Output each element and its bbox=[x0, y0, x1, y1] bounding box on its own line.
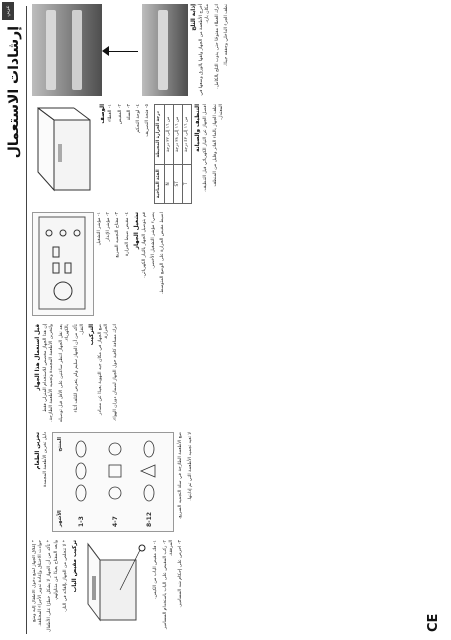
col2-heading: تخزين الطعام bbox=[35, 432, 41, 470]
col3-heading2: التركيب bbox=[89, 324, 96, 346]
title-divider bbox=[26, 6, 27, 634]
column-disposal bbox=[32, 540, 422, 632]
col4-para-1: قم بتوصيل الجهاز بالتيار الكهربائي. bbox=[142, 212, 148, 278]
col5-part-3: ٣- السلة bbox=[126, 104, 132, 121]
control-panel-illustration bbox=[33, 213, 91, 313]
table-header-class: الفئة المناخية bbox=[155, 164, 164, 203]
col5-heading2: التنظيف والصيانة bbox=[195, 104, 202, 152]
col5-para-1: افصل الجهاز عن التيار الكهربائي قبل التنظيف. bbox=[203, 104, 209, 192]
table-row bbox=[183, 105, 192, 204]
photo-shelf bbox=[72, 10, 82, 90]
food-months-chart bbox=[52, 432, 174, 532]
months-1-3: 1-3 bbox=[78, 516, 86, 527]
product-header: المنتج bbox=[57, 437, 64, 452]
col6-para-1: أخرج الأطعمة من الجهاز ولفها بالورق وضعها في مكان بارد. bbox=[199, 4, 211, 96]
col3-para-2: بعد نقل الجهاز انتظر ساعتين على الأقل قبل توصيله بالكهرباء. bbox=[58, 324, 70, 423]
col5-part-2: ٢- المقبض bbox=[117, 104, 123, 125]
climate-class-table bbox=[154, 104, 192, 204]
table-cell: من ١٦ إلى ٣٨ درجة bbox=[173, 105, 182, 165]
table-row bbox=[173, 105, 182, 204]
col5-part-5: ٥- فتحة التصريف bbox=[145, 104, 151, 137]
col1-step-2: ٢- ركب المقبض على الباب باستخدام المسامير المرفقة. bbox=[162, 540, 174, 629]
table-cell: ST bbox=[173, 164, 182, 203]
col1-para-1: * إغلاق الجهاز لمنع دخول الأطفال إليه ومنع حوادث الاختناق وإعادة تدوير الأجزاء المختلفة. bbox=[32, 540, 44, 627]
arrow-area bbox=[102, 4, 142, 96]
col4-heading: تشغيل الجهاز bbox=[133, 212, 140, 250]
photo-shelf bbox=[46, 10, 56, 90]
col6-para-3: نظف الجزء الداخلي وجففه جيدًا. bbox=[223, 4, 229, 67]
column-control-panel bbox=[32, 212, 422, 316]
col3-para-3: تأكد من أن الجهاز سليم ولم يتعرض للتلف أثناء النقل. bbox=[74, 324, 86, 413]
col4-item-2: ٢- مؤشر الإنذار bbox=[106, 212, 112, 242]
col3-para-4: ضع الجهاز في مكان جيد التهوية بعيدًا عن مصادر الحرارة. bbox=[97, 324, 109, 416]
col5-part-4: ٤- لوحة التحكم bbox=[136, 104, 142, 133]
col6-heading: إذابة الثلج bbox=[191, 4, 197, 31]
control-panel-diagram bbox=[32, 212, 94, 316]
table-cell: من ١٦ إلى ٤٣ درجة bbox=[183, 105, 192, 165]
col6-para-2: اترك الغطاء مفتوحًا حتى يذوب الثلج بالكامل. bbox=[214, 4, 220, 89]
photo-shelf bbox=[158, 10, 168, 90]
col1-step-1: ١- فك مقبض الباب من الكيس. bbox=[153, 540, 159, 599]
table-row bbox=[164, 105, 173, 204]
column-before-use bbox=[32, 324, 422, 424]
freezer-illustration bbox=[32, 104, 94, 200]
page-title: إرشادات الاستعمال bbox=[6, 26, 22, 159]
arrow-up-icon bbox=[102, 46, 110, 56]
table-header-temp: درجة الحرارة المحيطة bbox=[155, 105, 164, 165]
col3-heading: قبل استعمال هذا الجهاز bbox=[35, 324, 41, 391]
column-description bbox=[32, 104, 422, 204]
col5-part-1: ١- الغطاء bbox=[108, 104, 114, 122]
column-defrost bbox=[32, 4, 422, 96]
defrost-photo-2 bbox=[142, 4, 188, 96]
ce-mark: CE bbox=[426, 613, 441, 632]
col4-para-3: اضبط مقبض الحرارة على الوضع المتوسط. bbox=[160, 212, 166, 295]
food-icons bbox=[69, 435, 169, 505]
table-cell: N bbox=[164, 164, 173, 203]
col4-item-4: ٤- مقبض ضبط الحرارة bbox=[124, 212, 130, 257]
table-cell: T bbox=[183, 164, 192, 203]
table-header-row bbox=[155, 105, 164, 204]
table-cell: من ١٦ إلى ٣٢ درجة bbox=[164, 105, 173, 165]
col3-para-1: إن هذا الجهاز مخصص للاستخدام المنزلي فقط ولتخزين الأطعمة المجمدة وتجميد الأطعمة الطازجة. bbox=[43, 324, 55, 422]
col2-sub: دليل تخزين الأطعمة المجمدة bbox=[43, 432, 49, 487]
col1-heading: تركيب مقبض الباب bbox=[72, 540, 79, 593]
col5-para-2: نظف الجهاز بالماء الفاتر وقليل من المنظف المعتدل. bbox=[212, 104, 224, 187]
months-8-12: 8-12 bbox=[146, 511, 154, 527]
months-4-7: 4-7 bbox=[112, 516, 120, 527]
handle-diagram bbox=[80, 540, 150, 630]
col4-item-1: ١- مؤشر التشغيل bbox=[97, 212, 102, 246]
col1-para-3: * لا تتخلص من الجهاز بإلقائه في النار. bbox=[62, 540, 68, 612]
column-food-storage bbox=[32, 432, 422, 532]
col3-para-5: اترك مسافة كافية حول الجهاز لضمان دوران الهواء. bbox=[113, 324, 119, 422]
col2-para-2: لا تعيد تجميد الأطعمة التي تم إذابتها. bbox=[187, 432, 193, 501]
col5-heading: الوصف bbox=[100, 104, 107, 124]
language-tab: عربي bbox=[2, 2, 14, 20]
col1-step-3: ٣- احرص على إحكام شد المسامير. bbox=[178, 540, 184, 608]
col4-item-3: ٣- مفتاح التجميد السريع bbox=[115, 212, 121, 258]
defrost-photo bbox=[32, 4, 102, 96]
col4-para-2: يضيء مؤشر التشغيل الأخضر. bbox=[151, 212, 157, 269]
col1-para-2: * تأكد من أن الجهاز لا يشكل خطرًا على الأطفال وابعد المفتاح بعيدًا عن متناولهم. bbox=[47, 540, 59, 632]
col2-para-1: ضع الأطعمة الطازجة في سلة التجميد السريع. bbox=[178, 432, 184, 520]
months-header: الأشهر bbox=[57, 510, 64, 527]
